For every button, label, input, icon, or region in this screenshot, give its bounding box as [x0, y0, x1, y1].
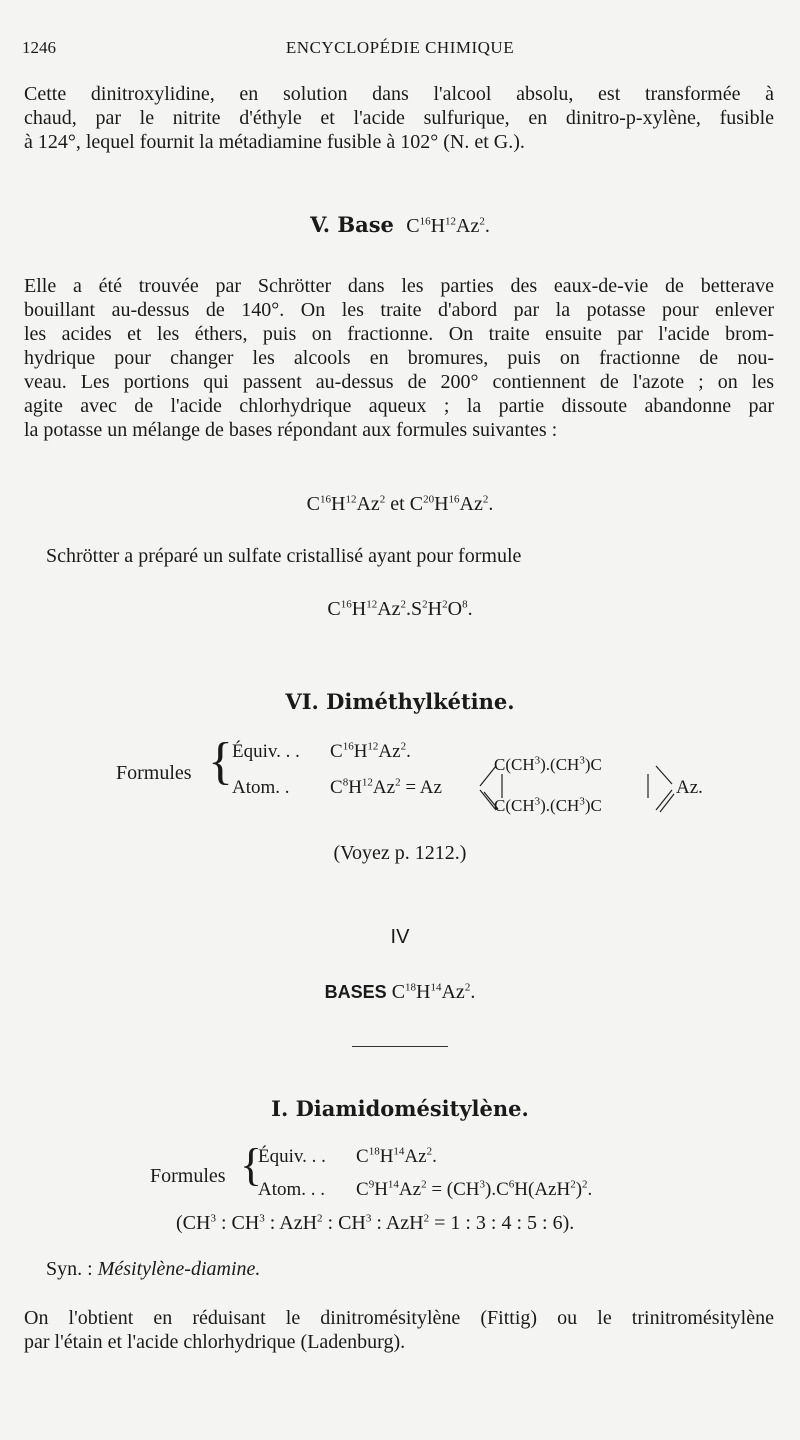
running-title: ENCYCLOPÉDIE CHIMIQUE: [285, 38, 515, 57]
section-vi-heading: VI. Diméthylkétine.: [285, 689, 515, 714]
text-line: hydrique pour changer les alcools en bromures, puis on fractionne de nou-: [24, 347, 774, 369]
sulfate-sentence: Schrötter a préparé un sulfate cristallisé ayant pour formule: [46, 545, 522, 567]
ring-bottom: $C(CH^3).(CH^3)C$: [494, 795, 602, 815]
brace: {: [208, 733, 233, 790]
chapter-heading: BASES $C^{18}H^{14}Az^2$.: [324, 981, 476, 1003]
text-line: agite avec de l'acide chlorhydrique aqueux ; la partie dissoute abandonne par: [24, 395, 774, 417]
section-v-heading: V. Base $C^{16}H^{12}Az^2$.: [310, 212, 490, 237]
text-line: Elle a été trouvée par Schrötter dans les parties des eaux-de-vie de betterave: [24, 275, 774, 297]
atom-label: Atom. . .: [258, 1179, 326, 1200]
text-line: veau. Les portions qui passent au-dessus de 200° contiennent de l'azote ; on les: [24, 371, 774, 393]
equiv-label: Équiv. . .: [232, 741, 300, 762]
text-line: On l'obtient en réduisant le dinitromésitylène (Fittig) ou le trinitromésitylène: [24, 1307, 774, 1329]
divider: [352, 1046, 448, 1047]
intro-paragraph: [24, 82, 774, 154]
page-number: 1246: [22, 38, 56, 57]
equiv-formula: $C^{18}H^{14}Az^2$.: [356, 1145, 437, 1167]
text-line: les acides et les éthers, puis on fractionne. On traite ensuite par l'acide brom-: [24, 323, 774, 345]
atom-formula: $C^9H^{14}Az^2 = (CH^3).C^6H(AzH^2)^2$.: [356, 1178, 593, 1200]
atom-label: Atom. .: [232, 777, 290, 798]
formulas-label: Formules: [150, 1165, 226, 1187]
text-line: Cette dinitroxylidine, en solution dans l'alcool absolu, est transformée à: [24, 83, 774, 105]
equiv-formula: $C^{16}H^{12}Az^2$.: [330, 740, 411, 762]
text-line: chaud, par le nitrite d'éthyle et l'acide sulfurique, en dinitro-p-xylène, fusible: [24, 107, 774, 129]
ring-top: $C(CH^3).(CH^3)C$: [494, 754, 602, 774]
ring-end: Az.: [676, 777, 703, 798]
page-header: [22, 38, 778, 62]
formulas-label: Formules: [116, 762, 192, 784]
text-line: par l'étain et l'acide chlorhydrique (Ladenburg).: [24, 1331, 406, 1353]
text-line: bouillant au-dessus de 140°. On les traite d'abord par la potasse pour enlever: [24, 299, 774, 321]
bases-formula: $C^{16}H^{12}Az^2$ et $C^{20}H^{16}Az^2$.: [306, 493, 494, 515]
equiv-label: Équiv. . .: [258, 1146, 326, 1167]
see-reference: (Voyez p. 1212.): [333, 842, 467, 864]
chapter-number: IV: [390, 926, 410, 948]
text-line: à 124°, lequel fournit la métadiamine fusible à 102° (N. et G.).: [24, 131, 525, 153]
text-line: la potasse un mélange de bases répondant aux formules suivantes :: [24, 419, 558, 441]
section-v-paragraph: [24, 274, 774, 442]
brace: {: [240, 1139, 263, 1190]
atom-formula: $C^8H^{12}Az^2 = Az$: [330, 776, 442, 798]
section-i-paragraph: [24, 1306, 774, 1354]
section-i-heading: I. Diamidomésitylène.: [271, 1096, 529, 1121]
synonym: Syn. : Mésitylène-diamine.: [46, 1258, 261, 1280]
sulfate-formula: $C^{16}H^{12}Az^2.S^2H^2O^8$.: [327, 598, 473, 620]
positions: ($CH^3$ : $CH^3$ : AzH$^2$ : $CH^3$ : AzH$^2$ = 1 : 3 : 4 : 5 : 6).: [176, 1212, 575, 1234]
